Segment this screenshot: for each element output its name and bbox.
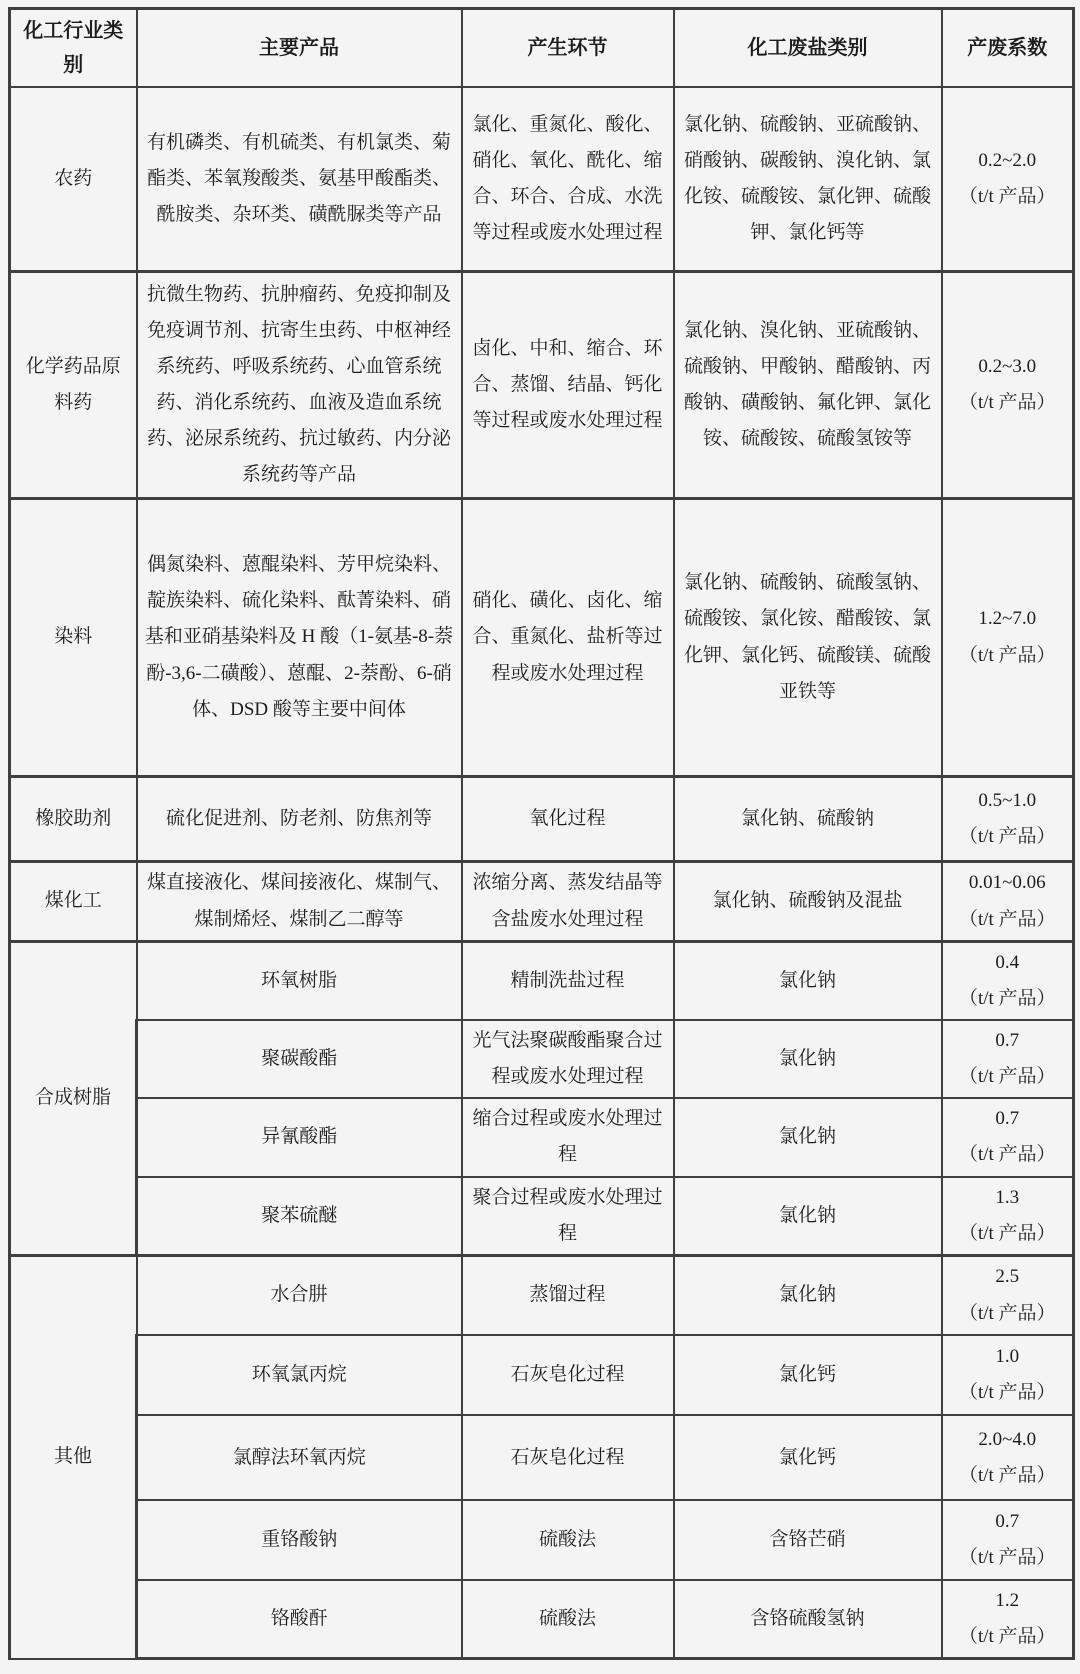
main-products-cell: 环氧氯丙烷: [137, 1335, 462, 1415]
coefficient-value: 1.2~7.0: [978, 608, 1037, 630]
waste-salt-type-cell: 氯化钠: [674, 1255, 942, 1335]
coefficient-value: 2.0~4.0: [978, 1428, 1037, 1450]
waste-coefficient-cell: [942, 499, 1074, 777]
coefficient-unit: （t/t 产品）: [958, 826, 1056, 847]
main-products-cell: 铬酸酐: [137, 1580, 462, 1659]
waste-salt-type-cell: 氯化钙: [674, 1415, 942, 1500]
waste-salt-type-cell: 氯化钠、硫酸钠、硫酸氢钠、硫酸铵、氯化铵、醋酸铵、氯化钾、氯化钙、硫酸镁、硫酸亚铁等: [674, 499, 942, 777]
coefficient-value: 1.2: [995, 1590, 1020, 1612]
waste-coefficient-cell: [942, 1177, 1074, 1256]
table-row: [10, 272, 1074, 499]
main-products-cell: 环氧树脂: [137, 942, 462, 1021]
industry-category-cell: 化学药品原料药: [10, 272, 137, 499]
waste-salt-type-cell: 氯化钠: [674, 942, 942, 1021]
waste-salt-type-cell: 氯化钠: [674, 1177, 942, 1256]
header-row: [10, 9, 1074, 87]
coefficient-unit: （t/t 产品）: [958, 1464, 1056, 1486]
table-body: [10, 87, 1074, 1659]
table-row: [10, 942, 1074, 1021]
waste-salt-type-cell: 氯化钠: [674, 1020, 942, 1098]
main-products-cell: 硫化促进剂、防老剂、防焦剂等: [137, 777, 462, 862]
table-row: [10, 1500, 1074, 1580]
coefficient-value: 1.0: [995, 1346, 1020, 1368]
generation-stage-cell: 缩合过程或废水处理过程: [462, 1098, 674, 1176]
waste-salt-type-cell: 氯化钙: [674, 1335, 942, 1415]
waste-salt-type-cell: 氯化钠、硫酸钠及混盐: [674, 862, 942, 942]
coefficient-value: 0.4: [995, 952, 1020, 973]
header-waste-coefficient: 产废系数: [942, 9, 1074, 87]
header-generation-stage: 产生环节: [462, 9, 674, 87]
waste-salt-table: [8, 7, 1075, 1660]
waste-coefficient-cell: [942, 1580, 1074, 1659]
waste-coefficient-cell: [942, 942, 1074, 1021]
waste-coefficient-cell: [942, 862, 1074, 942]
generation-stage-cell: 石灰皂化过程: [462, 1415, 674, 1500]
table-row: [10, 1335, 1074, 1415]
coefficient-unit: （t/t 产品）: [958, 392, 1056, 413]
table-row: [10, 1098, 1074, 1176]
generation-stage-cell: 硫酸法: [462, 1580, 674, 1659]
generation-stage-cell: 蒸馏过程: [462, 1255, 674, 1335]
coefficient-value: 0.01~0.06: [968, 872, 1046, 894]
main-products-cell: 煤直接液化、煤间接液化、煤制气、煤制烯烃、煤制乙二醇等: [137, 862, 462, 942]
main-products-cell: 偶氮染料、蒽醌染料、芳甲烷染料、靛族染料、硫化染料、酞菁染料、硝基和亚硝基染料及 H 酸（1-氨基-8-萘酚-3,6-二磺酸）、蒽醌、2-萘酚、6-硝体、DSD 酸等主要中间体: [137, 499, 462, 777]
table-row: [10, 1255, 1074, 1335]
waste-coefficient-cell: [942, 777, 1074, 862]
waste-coefficient-cell: [942, 1500, 1074, 1580]
table-row: [10, 87, 1074, 272]
main-products-cell: 异氰酸酯: [137, 1098, 462, 1176]
coefficient-unit: （t/t 产品）: [958, 1382, 1056, 1404]
coefficient-unit: （t/t 产品）: [958, 1626, 1056, 1648]
coefficient-value: 0.2~2.0: [978, 149, 1037, 171]
header-waste-salt-type: 化工废盐类别: [674, 9, 942, 87]
generation-stage-cell: 浓缩分离、蒸发结晶等含盐废水处理过程: [462, 862, 674, 942]
coefficient-value: 1.3: [995, 1186, 1020, 1208]
industry-category-cell: 橡胶助剂: [10, 777, 137, 862]
waste-coefficient-cell: [942, 272, 1074, 499]
main-products-cell: 聚碳酸酯: [137, 1020, 462, 1098]
table-row: [10, 499, 1074, 777]
coefficient-value: 0.7: [995, 1108, 1020, 1130]
waste-salt-type-cell: 氯化钠、溴化钠、亚硫酸钠、硫酸钠、甲酸钠、醋酸钠、丙酸钠、磺酸钠、氟化钾、氯化铵、硫酸铵、硫酸氢铵等: [674, 272, 942, 499]
waste-salt-type-cell: 氯化钠、硫酸钠: [674, 777, 942, 862]
table-row: [10, 777, 1074, 862]
generation-stage-cell: 精制洗盐过程: [462, 942, 674, 1021]
main-products-cell: 水合肼: [137, 1255, 462, 1335]
generation-stage-cell: 石灰皂化过程: [462, 1335, 674, 1415]
industry-category-cell: 合成树脂: [10, 942, 137, 1256]
waste-coefficient-cell: [942, 1335, 1074, 1415]
coefficient-value: 2.5: [995, 1266, 1020, 1288]
coefficient-value: 0.2~3.0: [978, 355, 1037, 377]
coefficient-unit: （t/t 产品）: [958, 1547, 1056, 1569]
coefficient-value: 0.5~1.0: [978, 789, 1037, 811]
main-products-cell: 聚苯硫醚: [137, 1177, 462, 1256]
generation-stage-cell: 卤化、中和、缩合、环合、蒸馏、结晶、钙化等过程或废水处理过程: [462, 272, 674, 499]
generation-stage-cell: 光气法聚碳酸酯聚合过程或废水处理过程: [462, 1020, 674, 1098]
industry-category-cell: 其他: [10, 1255, 137, 1659]
table-row: [10, 1177, 1074, 1256]
industry-category-cell: 煤化工: [10, 862, 137, 942]
main-products-cell: 重铬酸钠: [137, 1500, 462, 1580]
generation-stage-cell: 氧化过程: [462, 777, 674, 862]
coefficient-value: 0.7: [995, 1030, 1020, 1052]
header-industry-category: 化工行业类别: [10, 9, 137, 87]
coefficient-unit: （t/t 产品）: [958, 1302, 1056, 1324]
coefficient-unit: （t/t 产品）: [958, 185, 1056, 207]
waste-salt-type-cell: 氯化钠: [674, 1098, 942, 1176]
waste-coefficient-cell: [942, 1098, 1074, 1176]
table-header: [10, 9, 1074, 87]
waste-salt-type-cell: 氯化钠、硫酸钠、亚硫酸钠、硝酸钠、碳酸钠、溴化钠、氯化铵、硫酸铵、氯化钾、硫酸钾、氯化钙等: [674, 87, 942, 272]
industry-category-cell: 农药: [10, 87, 137, 272]
generation-stage-cell: 硫酸法: [462, 1500, 674, 1580]
table-row: [10, 1415, 1074, 1500]
waste-coefficient-cell: [942, 1415, 1074, 1500]
waste-coefficient-cell: [942, 87, 1074, 272]
generation-stage-cell: 聚合过程或废水处理过程: [462, 1177, 674, 1256]
waste-salt-type-cell: 含铬硫酸氢钠: [674, 1580, 942, 1659]
generation-stage-cell: 硝化、磺化、卤化、缩合、重氮化、盐析等过程或废水处理过程: [462, 499, 674, 777]
coefficient-unit: （t/t 产品）: [958, 644, 1056, 666]
coefficient-value: 0.7: [995, 1511, 1020, 1533]
coefficient-unit: （t/t 产品）: [958, 908, 1056, 930]
table-row: [10, 862, 1074, 942]
header-main-products: 主要产品: [137, 9, 462, 87]
coefficient-unit: （t/t 产品）: [958, 1066, 1056, 1088]
main-products-cell: 氯醇法环氧丙烷: [137, 1415, 462, 1500]
main-products-cell: 有机磷类、有机硫类、有机氯类、菊酯类、苯氧羧酸类、氨基甲酸酯类、酰胺类、杂环类、磺酰脲类等产品: [137, 87, 462, 272]
waste-salt-type-cell: 含铬芒硝: [674, 1500, 942, 1580]
waste-coefficient-cell: [942, 1255, 1074, 1335]
table-row: [10, 1020, 1074, 1098]
main-products-cell: 抗微生物药、抗肿瘤药、免疫抑制及免疫调节剂、抗寄生虫药、中枢神经系统药、呼吸系统药、心血管系统药、消化系统药、血液及造血系统药、泌尿系统药、抗过敏药、内分泌系统药等产品: [137, 272, 462, 499]
generation-stage-cell: 氯化、重氮化、酸化、硝化、氧化、酰化、缩合、环合、合成、水洗等过程或废水处理过程: [462, 87, 674, 272]
coefficient-unit: （t/t 产品）: [958, 1222, 1056, 1244]
coefficient-unit: （t/t 产品）: [958, 1144, 1056, 1166]
coefficient-unit: （t/t 产品）: [958, 988, 1056, 1010]
waste-coefficient-cell: [942, 1020, 1074, 1098]
industry-category-cell: 染料: [10, 499, 137, 777]
table-row: [10, 1580, 1074, 1659]
